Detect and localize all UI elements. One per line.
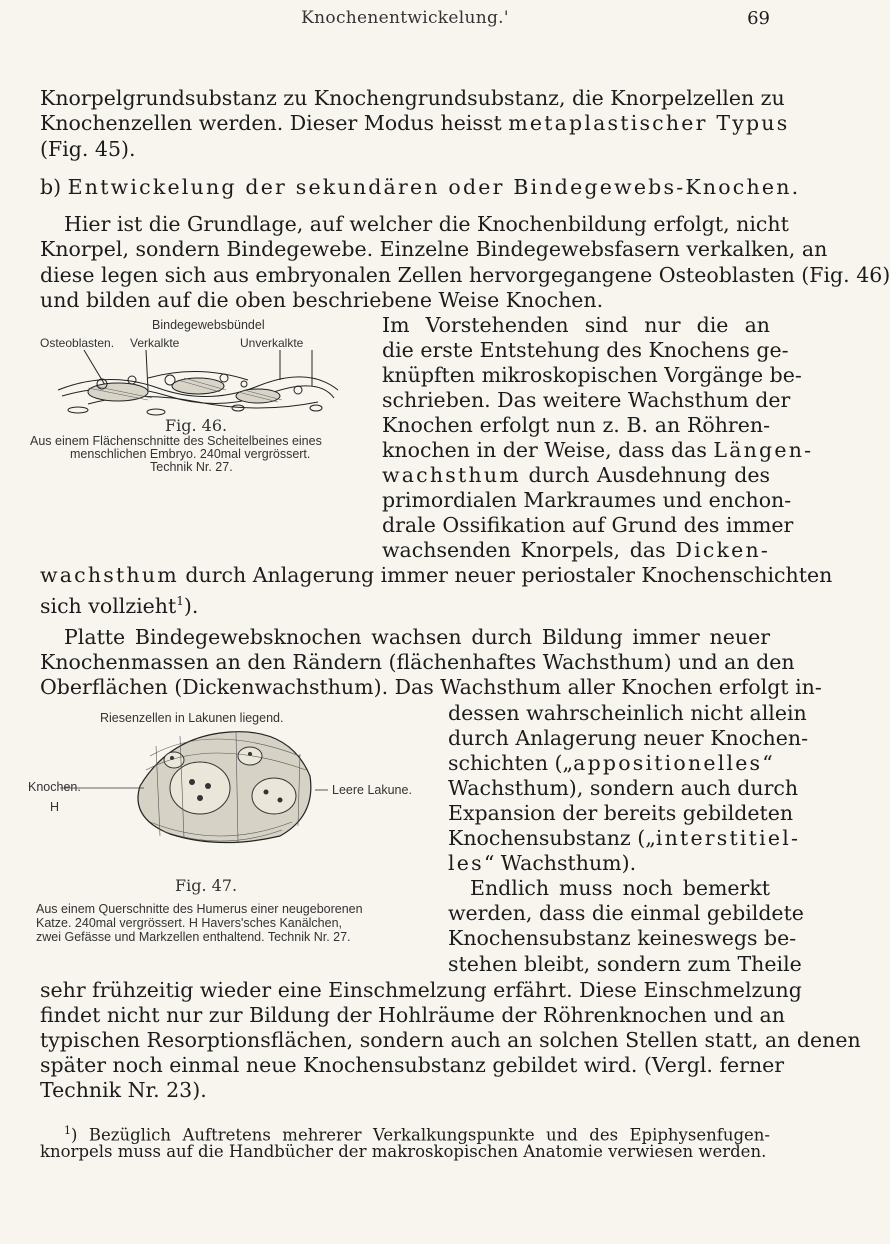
para4-r9: werden, dass die einmal gebildete bbox=[448, 901, 804, 925]
fig46-label-calcified: Verkalkte bbox=[130, 336, 180, 350]
para4-line1: Platte Bindegewebsknochen wachsen durch Bildung immer neuer bbox=[64, 625, 770, 649]
fig46-label-uncalcified: Unverkalkte bbox=[240, 336, 304, 350]
para2-line1: Hier ist die Grundlage, auf welcher die Knochenbildung erfolgt, nicht bbox=[64, 212, 789, 236]
fig47-label-bone: Knochen. bbox=[28, 780, 81, 794]
fig46-label-osteoblasts: Osteoblasten. bbox=[40, 336, 115, 350]
footnote-line2: knorpels muss auf die Handbücher der makroskopischen Anatomie verwiesen werden. bbox=[40, 1142, 767, 1161]
para4-r3: schichten („appositionelles“ bbox=[448, 751, 773, 775]
fig46-label-bundle: Bindegewebsbündel bbox=[152, 318, 265, 332]
para3-r2: die erste Entstehung des Knochens ge- bbox=[382, 338, 789, 362]
para3-r9: drale Ossifikation auf Grund des immer bbox=[382, 513, 794, 537]
footnote-ref: 1 bbox=[176, 594, 184, 608]
section-b-heading: b) Entwickelung der sekundären oder Bindegewebs-Knochen. bbox=[40, 175, 801, 199]
fig47-caption-line1: Aus einem Querschnitte des Humerus einer neugeborenen bbox=[36, 902, 363, 916]
para4-r2: durch Anlagerung neuer Knochen- bbox=[448, 726, 809, 750]
para4-r4: Wachsthum), sondern auch durch bbox=[448, 776, 799, 800]
para4-full4: später noch einmal neue Knochensubstanz gebildet wird. (Vergl. ferner bbox=[40, 1053, 785, 1077]
fig46-number: Fig. 46. bbox=[165, 416, 228, 435]
footnote-line1: $^1$) Bezüglich Auftretens mehrerer Verkalkungspunkte und des Epiphysenfugen- bbox=[64, 1124, 770, 1145]
para3-r4: schrieben. Das weitere Wachsthum der bbox=[382, 388, 791, 412]
running-header bbox=[40, 8, 770, 38]
para3-r6: knochen in der Weise, dass das Längen- bbox=[382, 438, 814, 462]
fig47-label-empty-lacuna: Leere Lakune. bbox=[332, 783, 412, 797]
para3-r3: knüpften mikroskopischen Vorgänge be- bbox=[382, 363, 802, 387]
fig46-micrograph bbox=[48, 350, 348, 414]
para2-line4: und bilden auf die oben beschriebene Weise Knochen. bbox=[40, 288, 604, 312]
fig47-caption-line3: zwei Gefässe und Markzellen enthaltend. Technik Nr. 27. bbox=[36, 930, 351, 944]
para1-line1: Knorpelgrundsubstanz zu Knochengrundsubstanz, die Knorpelzellen zu bbox=[40, 86, 785, 110]
para2-line3: diese legen sich aus embryonalen Zellen hervorgegangene Osteoblasten (Fig. 46) bbox=[40, 263, 890, 287]
footnote-marker: 1 bbox=[64, 1124, 71, 1137]
para4-line2: Knochenmassen an den Rändern (flächenhaftes Wachsthum) und an den bbox=[40, 650, 795, 674]
fig47-number: Fig. 47. bbox=[175, 876, 238, 895]
fig47-label-havers: H bbox=[50, 800, 60, 814]
fig46-caption-line3: Technik Nr. 27. bbox=[150, 460, 233, 474]
para4-r7: les“ Wachsthum). bbox=[448, 851, 637, 875]
para1-line3: (Fig. 45). bbox=[40, 137, 136, 161]
para3-full2: sich vollzieht$^1$). bbox=[40, 593, 199, 618]
para3-r8: primordialen Markraumes und enchon- bbox=[382, 488, 792, 512]
para4-line3: Oberflächen (Dickenwachsthum). Das Wachsthum aller Knochen erfolgt in- bbox=[40, 675, 822, 699]
para4-full1: sehr frühzeitig wieder eine Einschmelzung erfährt. Diese Einschmelzung bbox=[40, 978, 802, 1002]
running-title: Knochenentwickelung.' bbox=[301, 8, 509, 28]
page-number: 69 bbox=[747, 8, 770, 29]
para2-line2: Knorpel, sondern Bindegewebe. Einzelne Bindegewebsfasern verkalken, an bbox=[40, 237, 828, 261]
para3-r10: wachsenden Knorpels, das Dicken- bbox=[382, 538, 770, 562]
term-metaplastic: metaplastischer Typus bbox=[508, 111, 790, 135]
fig47-caption-line2: Katze. 240mal vergrössert. H Havers'sches Kanälchen, bbox=[36, 916, 342, 930]
para4-r8: Endlich muss noch bemerkt bbox=[470, 876, 770, 900]
para4-r10: Knochensubstanz keineswegs be- bbox=[448, 926, 797, 950]
para4-r5: Expansion der bereits gebildeten bbox=[448, 801, 794, 825]
fig47-label-giant-cells: Riesenzellen in Lakunen liegend. bbox=[100, 711, 284, 725]
para3-r1: Im Vorstehenden sind nur die an bbox=[382, 313, 770, 337]
para4-full2: findet nicht nur zur Bildung der Hohlräume der Röhrenknochen und an bbox=[40, 1003, 785, 1027]
para4-full5: Technik Nr. 23). bbox=[40, 1078, 207, 1102]
para3-r7: wachsthum durch Ausdehnung des bbox=[382, 463, 770, 487]
para4-full3: typischen Resorptionsflächen, sondern auch an solchen Stellen statt, an denen bbox=[40, 1028, 861, 1052]
fig46-caption-line1: Aus einem Flächenschnitte des Scheitelbeines eines bbox=[30, 434, 322, 448]
para3-full1: wachsthum durch Anlagerung immer neuer periostaler Knochenschichten bbox=[40, 563, 833, 587]
para1-line2: Knochenzellen werden. Dieser Modus heisst metaplastischer Typus bbox=[40, 111, 790, 135]
para4-r1: dessen wahrscheinlich nicht allein bbox=[448, 701, 807, 725]
book-page bbox=[28, 0, 890, 1244]
para4-r11: stehen bleibt, sondern zum Theile bbox=[448, 952, 802, 976]
fig46-caption-line2: menschlichen Embryo. 240mal vergrössert. bbox=[70, 447, 311, 461]
para3-r5: Knochen erfolgt nun z. B. an Röhren- bbox=[382, 413, 770, 437]
para4-r6: Knochensubstanz („interstitiel- bbox=[448, 826, 801, 850]
